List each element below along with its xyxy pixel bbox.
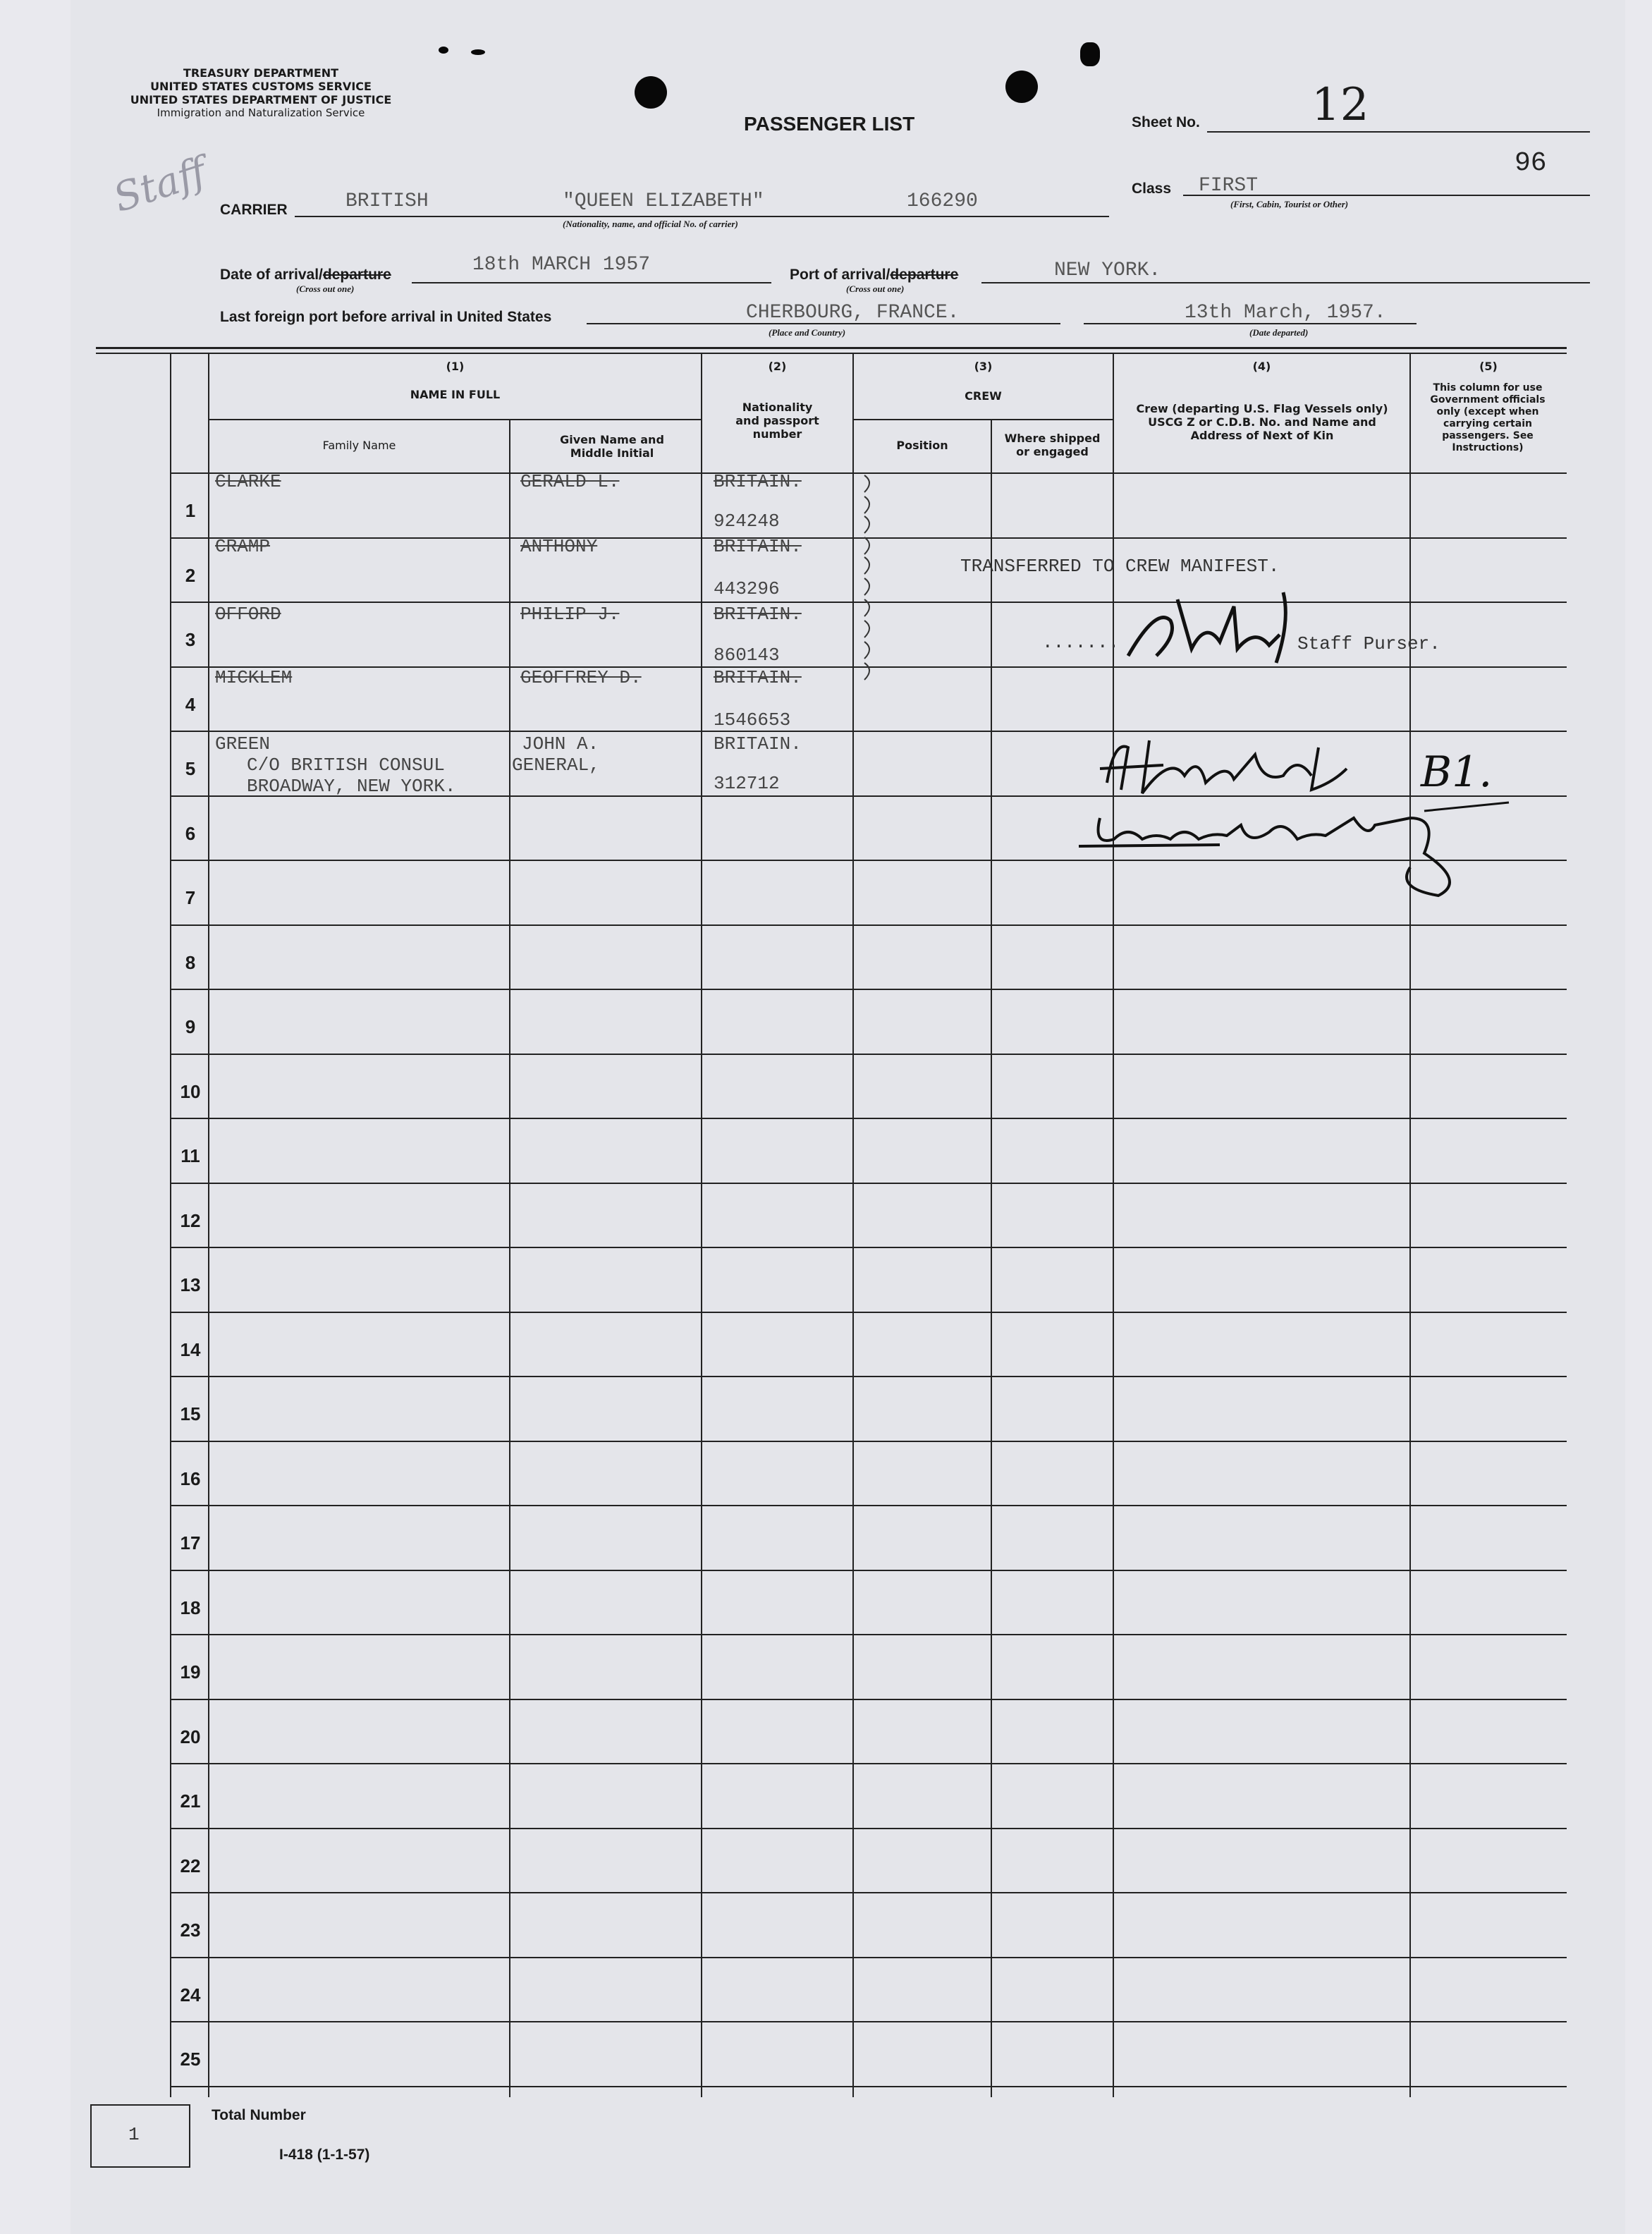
date-value: 18th MARCH 1957 xyxy=(472,254,651,276)
row3-passport: 860143 xyxy=(714,645,780,666)
col4-title: Crew (departing U.S. Flag Vessels only) USCG Z or C.D.B. No. and Name and Address of Next of Kin xyxy=(1136,402,1388,442)
col3-number: (3) xyxy=(974,360,993,373)
row5-family-line3: BROADWAY, NEW YORK. xyxy=(247,776,456,797)
total-label: Total Number xyxy=(212,2107,306,2123)
total-box xyxy=(90,2104,190,2168)
row1-passport: 924248 xyxy=(714,511,780,532)
carrier-note: (Nationality, name, and official No. of carrier) xyxy=(563,219,738,229)
row1-family: CLARKE xyxy=(215,471,281,492)
col-where-shipped: Where shipped or engaged xyxy=(1004,432,1101,458)
class-value: FIRST xyxy=(1199,175,1259,197)
col1-number: (1) xyxy=(446,360,465,373)
foreign-port-note: (Place and Country) xyxy=(769,327,846,338)
row-number: 15 xyxy=(180,1403,201,1424)
row-number: 23 xyxy=(180,1919,201,1941)
agency-line-3: UNITED STATES DEPARTMENT OF JUSTICE xyxy=(130,93,392,106)
row-number: 25 xyxy=(180,2049,201,2070)
col-position: Position xyxy=(896,439,948,452)
row5-given: JOHN A. xyxy=(522,733,599,755)
sheet-number: 12 xyxy=(1311,79,1369,131)
row-number: 14 xyxy=(180,1339,201,1360)
purser-dots: ....... xyxy=(1042,632,1120,653)
class-note: (First, Cabin, Tourist or Other) xyxy=(1230,199,1349,209)
transfer-note: TRANSFERRED TO CREW MANIFEST. xyxy=(960,556,1280,577)
col5-number: (5) xyxy=(1479,360,1498,373)
port-value: NEW YORK. xyxy=(1054,260,1161,281)
row5-passport: 312712 xyxy=(714,773,780,794)
col2-title: Nationality and passport number xyxy=(735,401,819,441)
row1-given: GERALD L. xyxy=(520,471,620,492)
port-label-struck: departure xyxy=(890,267,959,283)
row-number: 10 xyxy=(180,1081,201,1102)
col1-title: NAME IN FULL xyxy=(410,388,501,401)
port-label-text: Port of arrival/ xyxy=(790,267,891,283)
row5-family-line2: C/O BRITISH CONSUL xyxy=(247,755,445,776)
carrier-number: 166290 xyxy=(907,190,978,212)
agency-line-1: TREASURY DEPARTMENT xyxy=(183,66,339,80)
carrier-nationality: BRITISH xyxy=(345,190,429,212)
col4-number: (4) xyxy=(1252,360,1271,373)
date-label-text: Date of arrival/ xyxy=(220,267,323,283)
row-number: 8 xyxy=(185,952,196,973)
col2-number: (2) xyxy=(768,360,787,373)
row-number: 11 xyxy=(181,1145,200,1166)
carrier-name: "QUEEN ELIZABETH" xyxy=(563,190,764,212)
row5-nationality: BRITAIN. xyxy=(714,733,802,755)
row-number: 5 xyxy=(185,758,196,779)
page-number: 96 xyxy=(1515,148,1547,178)
col3-title: CREW xyxy=(965,389,1002,403)
departed-value: 13th March, 1957. xyxy=(1185,302,1386,324)
carrier-label: CARRIER xyxy=(220,202,288,218)
row-number: 18 xyxy=(180,1597,201,1618)
row-number: 2 xyxy=(185,565,196,586)
row2-family: CRAMP xyxy=(215,536,271,557)
row-number: 3 xyxy=(185,629,196,650)
row2-passport: 443296 xyxy=(714,578,780,599)
row-number: 19 xyxy=(180,1661,201,1683)
table-grid xyxy=(71,0,1625,2234)
staff-handwritten-mark: Staff xyxy=(108,148,212,222)
row2-nationality: BRITAIN. xyxy=(714,536,802,557)
col-given-name: Given Name and Middle Initial xyxy=(560,433,664,460)
row4-family: MICKLEM xyxy=(215,667,293,688)
row-number: 1 xyxy=(185,500,196,521)
foreign-port-label: Last foreign port before arrival in United States xyxy=(220,309,552,325)
row-number: 21 xyxy=(180,1790,201,1812)
row-number: 20 xyxy=(180,1726,201,1747)
row5-family: GREEN xyxy=(215,733,271,755)
total-value: 1 xyxy=(128,2124,140,2145)
row3-nationality: BRITAIN. xyxy=(714,604,802,625)
port-note: (Cross out one) xyxy=(846,283,905,294)
row-number: 12 xyxy=(180,1210,201,1231)
row-number: 9 xyxy=(185,1016,196,1037)
date-note: (Cross out one) xyxy=(296,283,355,294)
row4-nationality: BRITAIN. xyxy=(714,667,802,688)
date-label-struck: departure xyxy=(322,267,391,283)
passenger-list-page xyxy=(71,0,1625,2234)
departed-note: (Date departed) xyxy=(1249,327,1309,338)
row-number: 7 xyxy=(185,887,196,908)
row-number: 6 xyxy=(185,823,196,844)
row-number: 16 xyxy=(180,1468,201,1489)
col-family-name: Family Name xyxy=(322,439,396,452)
row4-passport: 1546653 xyxy=(714,709,791,731)
row-number: 17 xyxy=(180,1532,201,1554)
row-number: 24 xyxy=(180,1984,201,2006)
sheet-label: Sheet No. xyxy=(1132,114,1200,130)
agency-line-2: UNITED STATES CUSTOMS SERVICE xyxy=(150,80,372,93)
bracket-marks xyxy=(862,472,883,698)
row2-given: ANTHONY xyxy=(520,536,598,557)
row-number: 22 xyxy=(180,1855,201,1876)
row4-given: GEOFFREY D. xyxy=(520,667,642,688)
row1-nationality: BRITAIN. xyxy=(714,471,802,492)
agency-line-4: Immigration and Naturalization Service xyxy=(157,106,365,119)
row3-given: PHILIP J. xyxy=(520,604,620,625)
purser-signature xyxy=(1114,578,1340,677)
col5-title: This column for use Government officials only (except when carrying certain passengers. See Instructions) xyxy=(1430,382,1546,453)
official-mark: B1. xyxy=(1421,747,1493,797)
row-number: 13 xyxy=(180,1274,201,1295)
foreign-port-value: CHERBOURG, FRANCE. xyxy=(746,302,960,324)
form-title: PASSENGER LIST xyxy=(744,113,915,135)
form-code: I-418 (1-1-57) xyxy=(279,2147,370,2163)
official-signature-2 xyxy=(1072,790,1523,903)
purser-note: Staff Purser. xyxy=(1297,633,1440,654)
row3-family: OFFORD xyxy=(215,604,281,625)
row-number: 4 xyxy=(185,694,196,715)
row5-given-line2: GENERAL, xyxy=(512,755,600,776)
class-label: Class xyxy=(1132,181,1172,197)
